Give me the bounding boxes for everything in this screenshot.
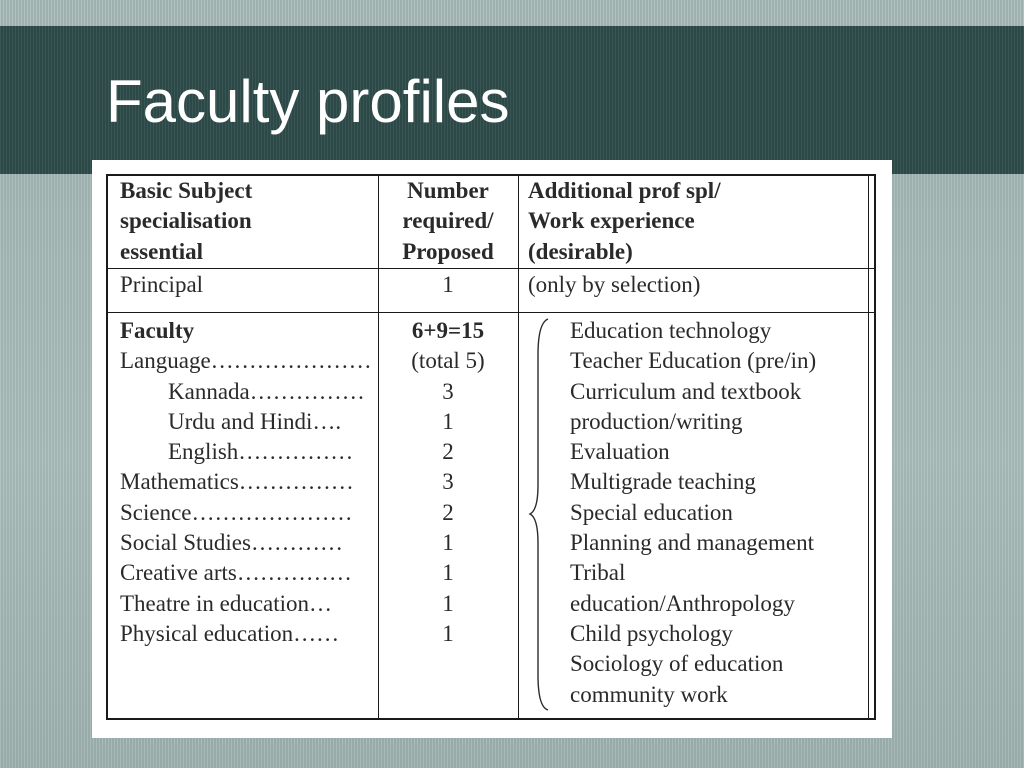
additional-item: education/Anthropology bbox=[570, 590, 795, 616]
additional-item: Evaluation bbox=[570, 439, 670, 465]
faculty-number: 6+9=15 bbox=[411, 318, 485, 343]
table-card bbox=[92, 160, 892, 738]
faculty-number: 2 bbox=[442, 499, 454, 525]
faculty-subject: Physical education…… bbox=[120, 620, 340, 646]
additional-item: community work bbox=[570, 681, 728, 707]
header-additional: Additional prof spl/ Work experience (desirable) bbox=[528, 178, 721, 264]
principal-divider bbox=[108, 312, 874, 313]
faculty-subject-column bbox=[120, 316, 372, 649]
faculty-number: 1 bbox=[442, 590, 454, 616]
header-number: Number required/ Proposed bbox=[402, 178, 494, 264]
additional-item: Tribal bbox=[570, 560, 626, 586]
principal-subject: Principal bbox=[120, 272, 204, 297]
principal-additional: (only by selection) bbox=[528, 272, 701, 297]
additional-item: Child psychology bbox=[570, 620, 733, 646]
faculty-subject: Creative arts…………… bbox=[120, 560, 352, 586]
additional-item: Planning and management bbox=[570, 530, 814, 556]
curly-brace-icon bbox=[528, 315, 554, 713]
slide-title: Faculty profiles bbox=[106, 68, 510, 135]
faculty-number: 1 bbox=[442, 620, 454, 646]
additional-list bbox=[570, 316, 816, 710]
faculty-subject: Mathematics…………… bbox=[120, 469, 354, 495]
additional-item: production/writing bbox=[570, 408, 743, 434]
faculty-number: 2 bbox=[442, 439, 454, 465]
faculty-subject: Kannada…………… bbox=[168, 378, 365, 404]
faculty-number-column bbox=[378, 316, 518, 649]
faculty-number: 3 bbox=[442, 378, 454, 404]
faculty-number: 1 bbox=[442, 408, 454, 434]
additional-item: Sociology of education bbox=[570, 651, 784, 677]
faculty-number: 1 bbox=[442, 560, 454, 586]
column-divider-2 bbox=[518, 176, 519, 718]
faculty-number: 1 bbox=[442, 530, 454, 556]
faculty-subject: Social Studies………… bbox=[120, 530, 343, 556]
additional-item: Multigrade teaching bbox=[570, 469, 756, 495]
faculty-subject: Theatre in education… bbox=[120, 590, 333, 616]
header-subject: Basic Subject specialisation essential bbox=[120, 178, 253, 264]
additional-item: Curriculum and textbook bbox=[570, 378, 802, 404]
additional-item: Special education bbox=[570, 499, 733, 525]
principal-number: 1 bbox=[442, 272, 454, 297]
header-divider bbox=[108, 268, 874, 269]
faculty-table bbox=[106, 174, 876, 720]
faculty-subject: Urdu and Hindi…. bbox=[168, 408, 342, 434]
faculty-subject: English…………… bbox=[168, 439, 354, 465]
additional-item: Education technology bbox=[570, 318, 772, 343]
faculty-number: 3 bbox=[442, 469, 454, 495]
faculty-subject: Science………………… bbox=[120, 499, 353, 525]
faculty-subject: Faculty bbox=[120, 318, 195, 343]
faculty-number: (total 5) bbox=[411, 348, 485, 374]
top-strip bbox=[0, 0, 1024, 26]
additional-item: Teacher Education (pre/in) bbox=[570, 348, 817, 374]
faculty-subject: Language………………… bbox=[120, 348, 372, 374]
